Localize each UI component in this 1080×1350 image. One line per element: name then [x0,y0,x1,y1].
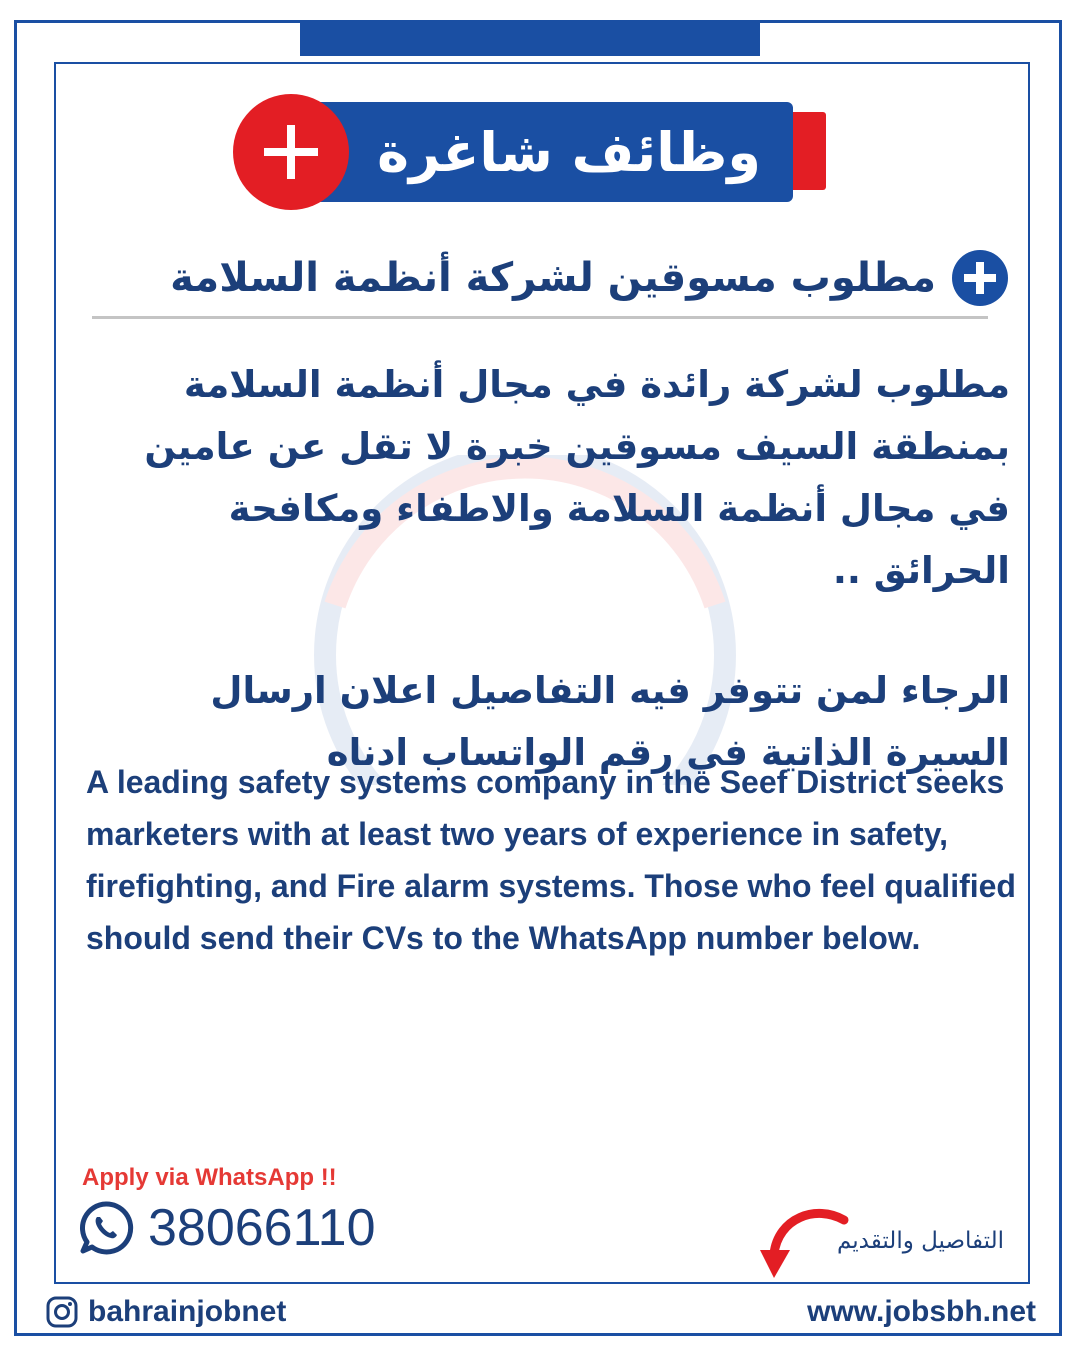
divider [92,316,988,319]
instagram-icon [46,1296,78,1328]
arabic-description [90,354,1010,784]
apply-label: Apply via WhatsApp !! [82,1164,337,1191]
instagram-handle[interactable]: bahrainjobnet [88,1295,287,1328]
details-label: التفاصيل والتقديم [836,1228,1004,1254]
plus-icon [233,94,349,210]
plus-circle-icon [950,248,1010,308]
curved-arrow-icon [756,1206,852,1280]
instagram-link[interactable] [46,1292,286,1332]
header-banner [305,102,793,202]
arabic-paragraph-2: الرجاء لمن تتوفر فيه التفاصيل اعلان ارسال السيرة الذاتية في رقم الواتساب ادناه [210,669,1010,774]
arabic-paragraph-1: مطلوب لشركة رائدة في مجال أنظمة السلامة بمنطقة السيف مسوقين خبرة لا تقل عن عامين في مجال أنظمة السلامة والاطفاء ومكافحة الحرائق .. [144,363,1010,592]
english-description: A leading safety systems company in the Seef District seeks marketers with at least two years of experience in safety, firefighting, and Fire alarm systems. Those who feel qualified should send their CVs to the WhatsApp number below. [86,764,1016,956]
subtitle-text: مطلوب مسوقين لشركة أنظمة السلامة [170,255,936,301]
website-link[interactable]: www.jobsbh.net [807,1295,1036,1328]
banner-red-tab [790,112,826,190]
page-title: وظائف شاغرة [377,120,761,184]
whatsapp-icon [78,1200,134,1256]
phone-number[interactable]: 38066110 [148,1199,376,1257]
whatsapp-contact[interactable] [78,1196,376,1260]
top-tab-decoration [300,20,760,56]
job-subtitle [90,245,1010,311]
